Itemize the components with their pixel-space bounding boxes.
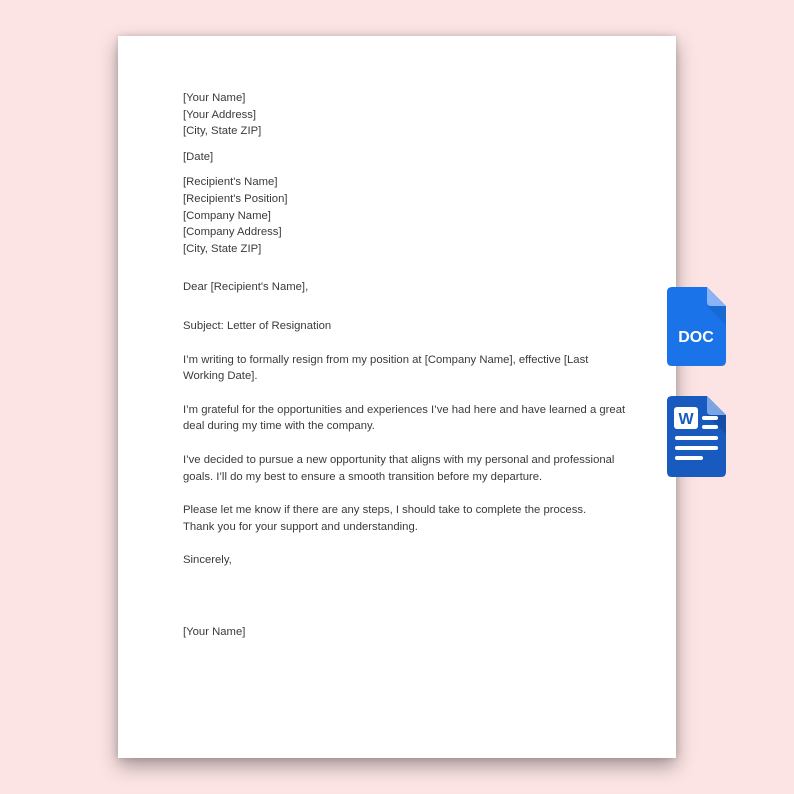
date-block [183,149,623,166]
recipient-address: [Company Address] [183,226,282,239]
letter-body [183,90,626,640]
salutation [183,279,623,296]
paragraph-line: deal during my time with the company. [183,420,375,433]
paragraph-line: Thank you for your support and understanding. [183,520,418,533]
paragraph-line: Working Date]. [183,370,258,383]
sender-name: [Your Name] [183,92,246,104]
paragraph-2 [183,402,626,435]
signature-text: [Your Name] [183,625,246,638]
microsoft-word-icon [667,396,726,477]
doc-label: DOC [678,329,714,346]
closing-text: Sincerely, [183,554,232,567]
paragraph-1 [183,352,623,385]
google-docs-icon [667,287,726,366]
recipient-name: [Recipient's Name] [183,176,278,189]
recipient-block [183,174,623,257]
sender-city: [City, State ZIP] [183,125,262,138]
sender-block [183,90,623,140]
signature [183,624,623,641]
salutation-text: Dear [Recipient's Name], [183,281,309,294]
subject-line [183,318,623,335]
subject-text: Subject: Letter of Resignation [183,319,332,332]
paragraph-line: I’m grateful for the opportunities and experiences I’ve had here and have learned a great [183,403,626,416]
recipient-position: [Recipient's Position] [183,192,288,205]
word-letter: W [678,411,694,428]
sender-address: [Your Address] [183,108,257,121]
letter-page [118,36,676,758]
paragraph-line: I’m writing to formally resign from my position at [Company Name], effective [Last [183,353,589,366]
recipient-company: [Company Name] [183,209,271,222]
paragraph-4 [183,502,623,535]
closing [183,552,623,569]
paragraph-line: I’ve decided to pursue a new opportunity that aligns with my personal and professional [183,453,615,466]
recipient-city: [City, State ZIP] [183,242,262,255]
paragraph-3 [183,452,623,485]
paragraph-line: goals. I’ll do my best to ensure a smooth transition before my departure. [183,470,543,483]
paragraph-line: Please let me know if there are any steps, I should take to complete the process. [183,504,587,517]
letter-date: [Date] [183,150,214,163]
